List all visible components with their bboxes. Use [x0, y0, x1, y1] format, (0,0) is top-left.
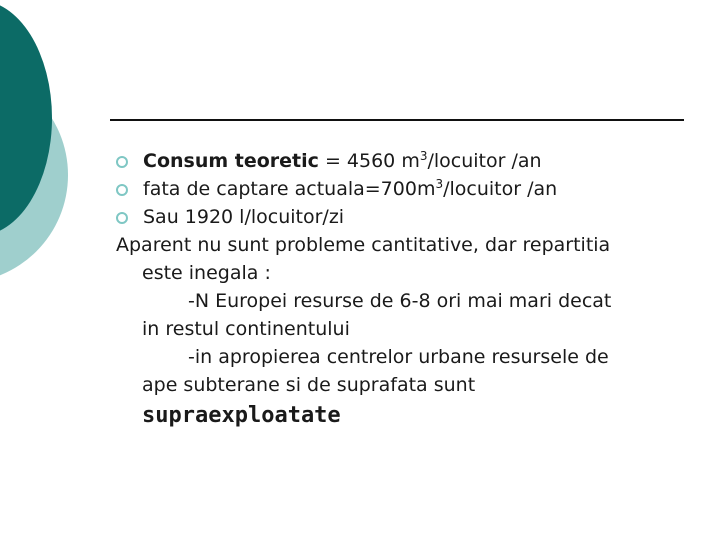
light-teal-circle [0, 67, 68, 283]
emphasis-word: supraexploatate [142, 403, 341, 428]
item2-line-2: ape subterane si de suprafata sunt [142, 374, 476, 396]
bullet-tail: /locuitor /an [427, 150, 542, 172]
superscript: 3 [419, 149, 428, 163]
ring-bullet-icon [116, 184, 128, 196]
bullet-text: fata de captare actuala=700m [143, 178, 436, 200]
bullet-bold-label: Consum teoretic [143, 150, 319, 172]
bullet-consum-teoretic [116, 147, 686, 175]
dark-teal-circle [0, 0, 52, 236]
bullet-fata-de-captare [116, 175, 686, 203]
bullet-sau [116, 203, 686, 231]
slide-body [116, 147, 686, 433]
bullet-text: = 4560 m [318, 150, 420, 172]
paragraph-line-2: este inegala : [142, 262, 271, 284]
item1-line-1: -N Europei resurse de 6-8 ori mai mari decat [188, 290, 612, 312]
superscript: 3 [435, 177, 444, 191]
item2-line-1: -in apropierea centrelor urbane resursele de [188, 346, 609, 368]
item1-line-2: in restul continentului [142, 318, 350, 340]
ring-bullet-icon [116, 212, 128, 224]
paragraph-line-1: Aparent nu sunt probleme cantitative, dar repartitia [116, 234, 611, 256]
title-divider [110, 119, 684, 121]
bullet-tail: /locuitor /an [443, 178, 558, 200]
ring-bullet-icon [116, 156, 128, 168]
bullet-text: Sau 1920 l/locuitor/zi [143, 206, 345, 228]
